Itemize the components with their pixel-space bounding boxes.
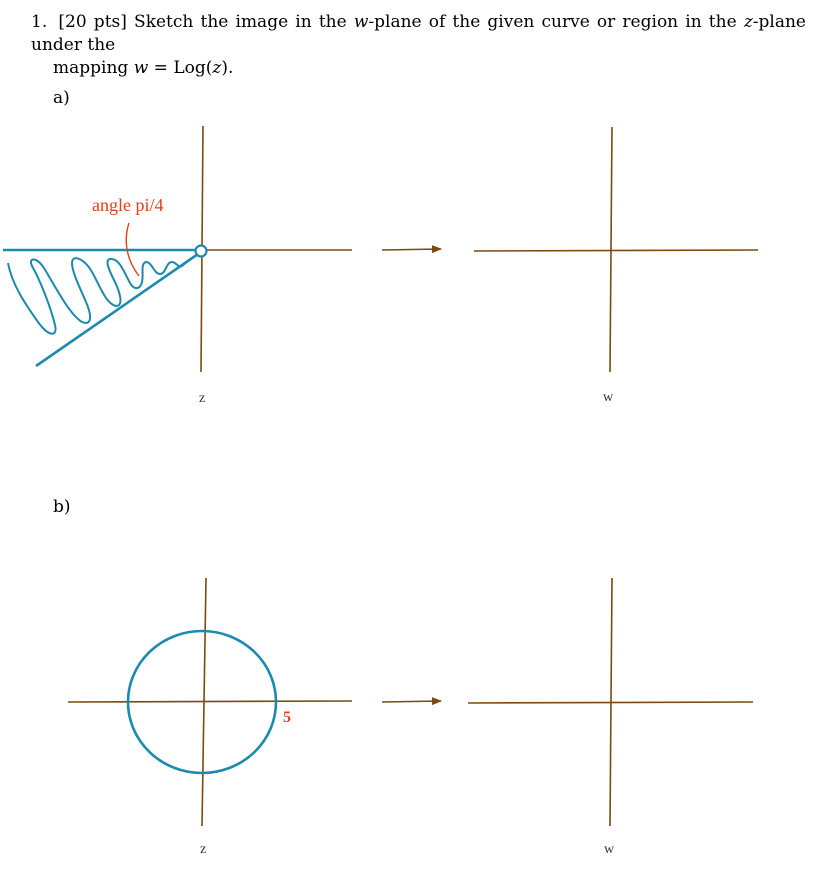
z-plane-symbol: z bbox=[743, 12, 753, 32]
part-a-w-plane bbox=[474, 127, 758, 405]
part-a-angle-annotation: angle pi/4 bbox=[92, 195, 164, 215]
part-a-region-ray-lower bbox=[36, 254, 198, 366]
part-a-z-label: z bbox=[199, 391, 206, 406]
part-a-shading-scribble bbox=[8, 255, 197, 334]
problem-text-3: -plane under the bbox=[31, 12, 806, 55]
part-a-w-real-axis bbox=[474, 250, 758, 251]
part-b-z-label: z bbox=[200, 842, 207, 857]
part-a-label: a) bbox=[53, 88, 70, 108]
part-b-w-label: w bbox=[604, 842, 615, 857]
part-b-w-plane bbox=[468, 578, 753, 857]
problem-points: [20 pts] bbox=[58, 12, 127, 32]
part-b-label: b) bbox=[53, 497, 71, 517]
mapping-end: ). bbox=[221, 58, 234, 78]
part-a-w-imag-axis bbox=[610, 127, 612, 372]
part-a-z-plane bbox=[3, 126, 352, 406]
problem-text-1: Sketch the image in the bbox=[134, 12, 347, 32]
part-a-w-label: w bbox=[603, 390, 614, 405]
part-b-z-real-axis bbox=[68, 701, 352, 702]
problem-text-2: -plane of the given curve or region in the bbox=[368, 12, 737, 32]
mapping-equals: = bbox=[153, 58, 168, 78]
part-b-z-plane bbox=[68, 578, 352, 857]
mapping-text: mapping bbox=[53, 58, 129, 78]
mapping-arg: z bbox=[212, 58, 222, 78]
problem-number: 1. bbox=[31, 12, 48, 32]
w-plane-symbol: w bbox=[353, 12, 369, 32]
part-a-mapping-arrow bbox=[382, 249, 441, 250]
part-b-mapping-arrow bbox=[382, 701, 441, 702]
part-b-radius-label: 5 bbox=[283, 709, 291, 726]
part-a-origin-open-dot bbox=[196, 246, 207, 257]
part-b-w-real-axis bbox=[468, 702, 753, 703]
mapping-rhs: Log( bbox=[173, 58, 213, 78]
mapping-lhs: w bbox=[133, 58, 149, 78]
